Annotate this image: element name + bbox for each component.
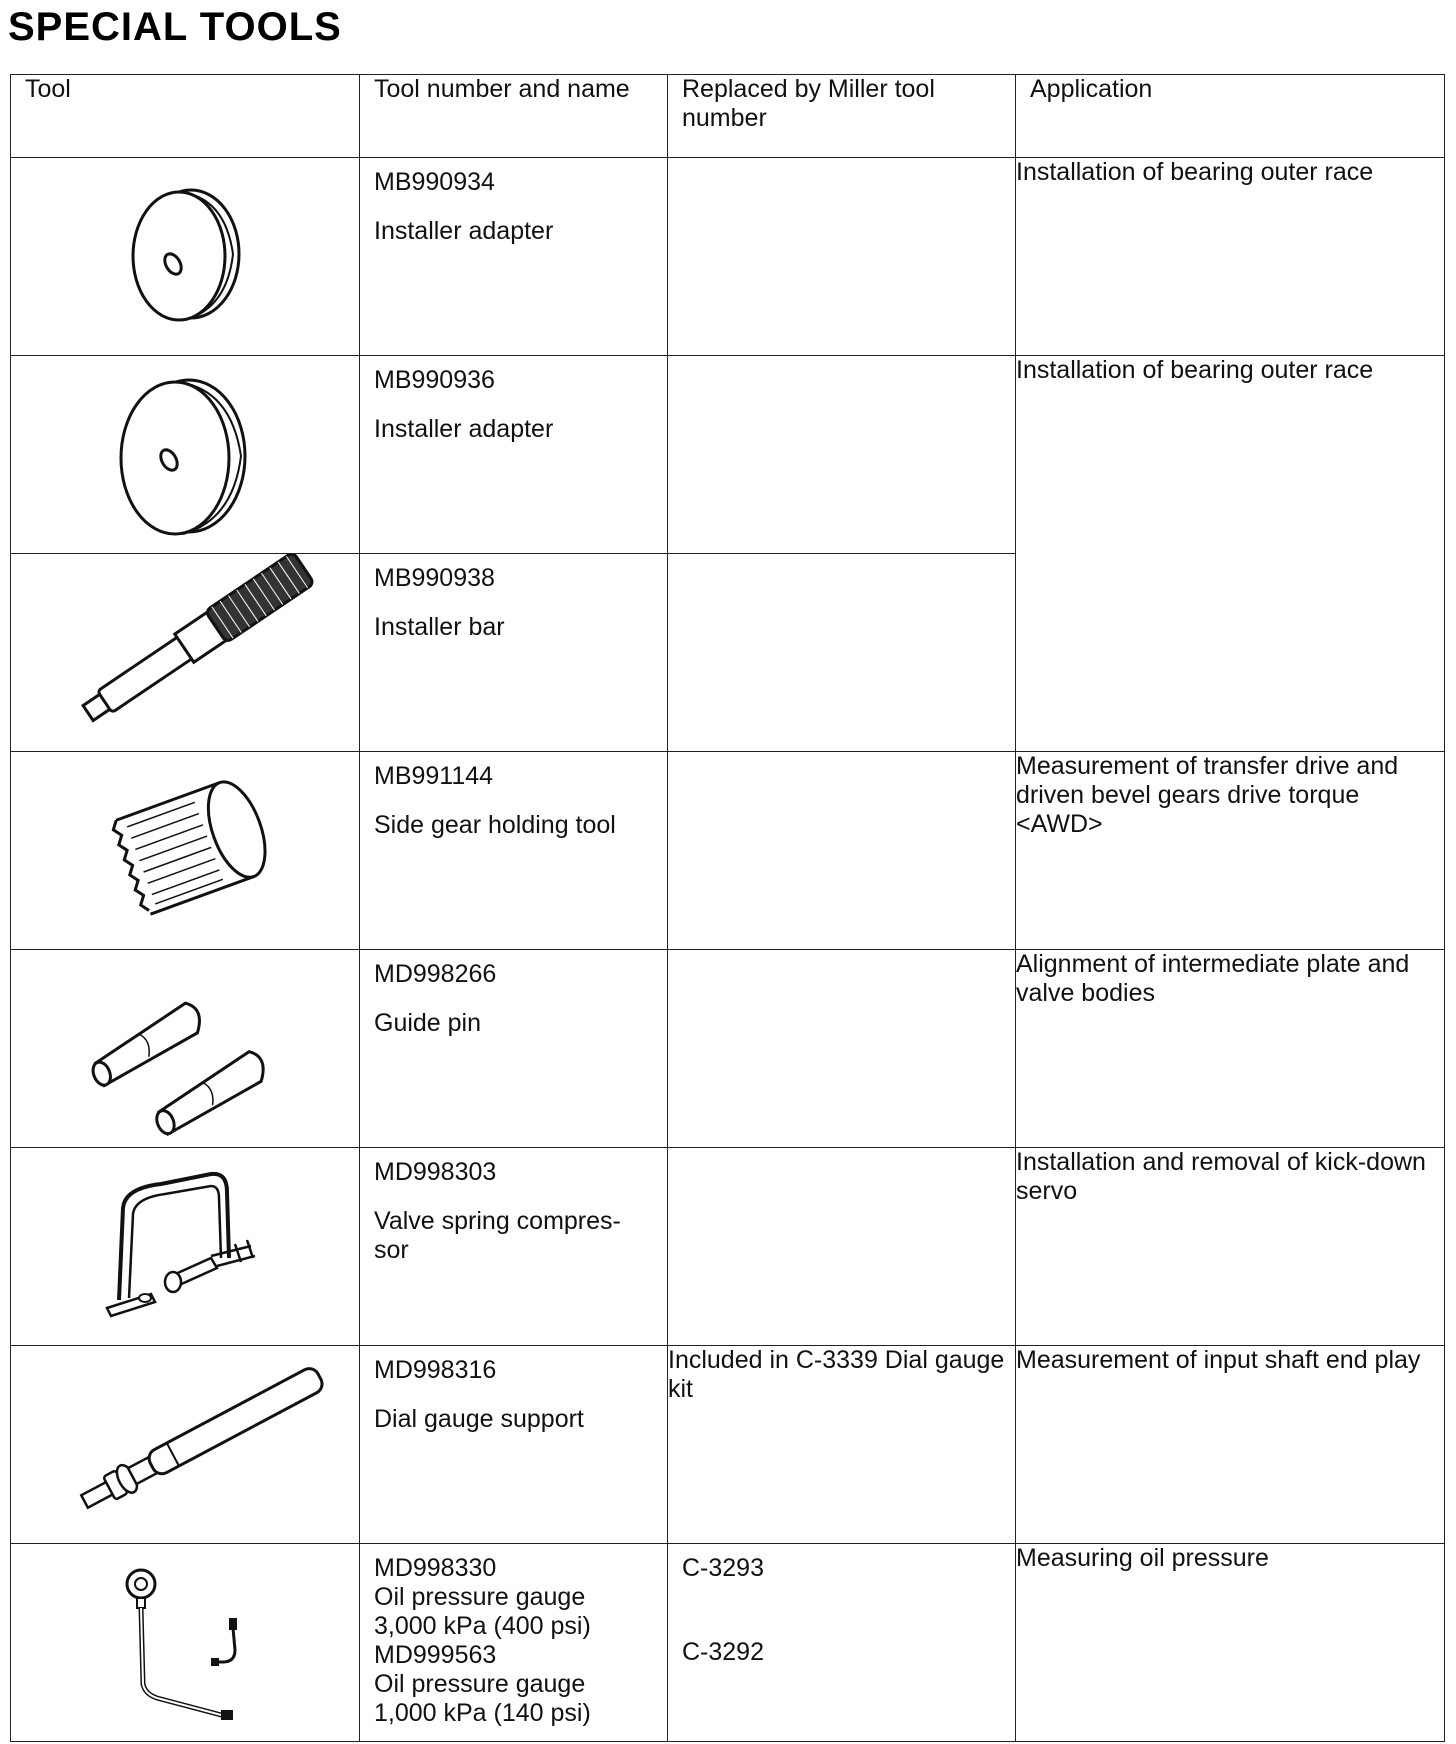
installer-bar-icon bbox=[11, 554, 356, 748]
tool-image-cell bbox=[11, 554, 360, 752]
tool-image-cell bbox=[11, 1544, 360, 1742]
tool-number: MB991144 bbox=[374, 762, 494, 790]
tool-image-cell bbox=[11, 1346, 360, 1544]
application-cell: Installation of bearing outer race bbox=[1016, 356, 1445, 752]
replaced-by-cell bbox=[668, 1148, 1016, 1346]
tool-number-cell bbox=[360, 158, 668, 356]
replaced-by-cell bbox=[668, 752, 1016, 950]
replaced-by-cell bbox=[668, 950, 1016, 1148]
special-tools-table bbox=[10, 74, 1445, 1742]
tool-number: MD998266 bbox=[374, 960, 497, 988]
disc-installer-adapter-icon bbox=[11, 158, 356, 352]
table-row bbox=[11, 356, 1445, 554]
tool-name: Oil pressure gauge bbox=[374, 1670, 586, 1698]
tool-spec: 1,000 kPa (140 psi) bbox=[374, 1699, 591, 1727]
replaced-by-cell bbox=[668, 1544, 1016, 1742]
table-header-row bbox=[11, 75, 1445, 158]
table-row bbox=[11, 1148, 1445, 1346]
dial-gauge-support-icon bbox=[11, 1346, 356, 1540]
table-row bbox=[11, 158, 1445, 356]
tool-number-cell bbox=[360, 356, 668, 554]
spring-compressor-icon bbox=[11, 1148, 356, 1342]
tool-number-cell bbox=[360, 950, 668, 1148]
tool-name: Installer adapter bbox=[374, 217, 554, 245]
tool-number: MD999563 bbox=[374, 1641, 497, 1669]
header-application: Application bbox=[1016, 75, 1445, 158]
tool-spec: 3,000 kPa (400 psi) bbox=[374, 1612, 591, 1640]
replaced-by-number: C-3292 bbox=[682, 1638, 764, 1666]
table-row bbox=[11, 1544, 1445, 1742]
table-row bbox=[11, 1346, 1445, 1544]
tool-name: Guide pin bbox=[374, 1009, 482, 1037]
tool-name: Oil pressure gauge bbox=[374, 1583, 586, 1611]
replaced-by-cell bbox=[668, 158, 1016, 356]
replaced-by-cell: Included in C-3339 Dial gauge kit bbox=[668, 1346, 1016, 1544]
tool-number: MD998330 bbox=[374, 1554, 497, 1582]
replaced-by-cell bbox=[668, 554, 1016, 752]
application-cell: Alignment of intermediate plate and valve bodies bbox=[1016, 950, 1445, 1148]
tool-number: MB990938 bbox=[374, 564, 495, 592]
tool-name: Installer bar bbox=[374, 613, 505, 641]
gear-holding-tool-icon bbox=[11, 752, 356, 946]
application-cell: Measurement of transfer drive and driven bevel gears drive torque <AWD> bbox=[1016, 752, 1445, 950]
tool-number: MD998303 bbox=[374, 1158, 497, 1186]
tool-number-cell bbox=[360, 1148, 668, 1346]
tool-number-cell bbox=[360, 554, 668, 752]
table-row bbox=[11, 752, 1445, 950]
tool-image-cell bbox=[11, 158, 360, 356]
application-cell: Measurement of input shaft end play bbox=[1016, 1346, 1445, 1544]
tool-number: MB990934 bbox=[374, 168, 495, 196]
application-cell: Measuring oil pressure bbox=[1016, 1544, 1445, 1742]
disc-installer-adapter-icon bbox=[11, 356, 356, 550]
replaced-by-cell bbox=[668, 356, 1016, 554]
guide-pins-icon bbox=[11, 950, 356, 1144]
tool-image-cell bbox=[11, 356, 360, 554]
page-title: SPECIAL TOOLS bbox=[8, 5, 342, 49]
header-tool: Tool bbox=[11, 75, 360, 158]
tool-image-cell bbox=[11, 752, 360, 950]
tool-image-cell bbox=[11, 1148, 360, 1346]
tool-number-cell bbox=[360, 752, 668, 950]
header-replaced-by: Replaced by Miller tool number bbox=[668, 75, 1016, 158]
application-cell: Installation and removal of kick-down servo bbox=[1016, 1148, 1445, 1346]
tool-name: Installer adapter bbox=[374, 415, 554, 443]
tool-name: Dial gauge support bbox=[374, 1405, 584, 1433]
tool-number: MD998316 bbox=[374, 1356, 497, 1384]
tool-number: MB990936 bbox=[374, 366, 495, 394]
tool-image-cell bbox=[11, 950, 360, 1148]
tool-name: Side gear holding tool bbox=[374, 811, 616, 839]
header-tool-number-name: Tool number and name bbox=[360, 75, 668, 158]
tool-number-cell bbox=[360, 1346, 668, 1544]
table-row bbox=[11, 950, 1445, 1148]
oil-pressure-gauge-icon bbox=[11, 1544, 356, 1738]
application-cell: Installation of bearing outer race bbox=[1016, 158, 1445, 356]
replaced-by-number: C-3293 bbox=[682, 1554, 764, 1582]
tool-number-cell bbox=[360, 1544, 668, 1742]
tool-name: Valve spring compres-sor bbox=[374, 1207, 621, 1264]
